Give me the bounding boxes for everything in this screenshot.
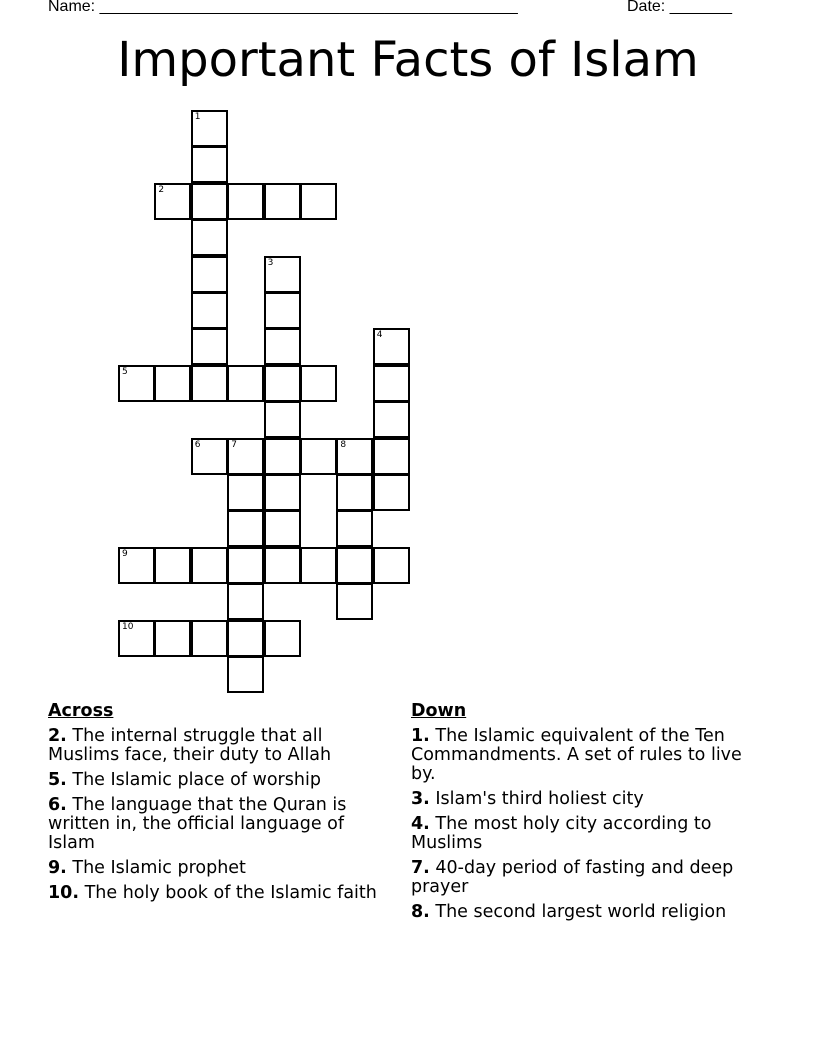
clue-text: The most holy city according to Muslims [411,814,712,853]
grid-cell[interactable] [118,547,155,584]
across-clue [48,727,388,765]
clue-number-label: 1 [194,112,201,122]
across-clue [48,771,388,790]
grid-cell[interactable] [336,438,373,475]
grid-cell[interactable] [300,365,337,402]
grid-cell[interactable] [227,547,264,584]
grid-cell[interactable] [336,474,373,511]
grid-cell[interactable] [264,365,301,402]
clue-number-label: 7 [231,439,237,450]
clue-number: 5. [48,770,67,790]
grid-cell[interactable] [264,183,301,220]
down-clue [411,815,771,853]
clue-number: 4. [411,814,430,834]
grid-cell[interactable] [227,620,264,657]
clue-text: The Islamic equivalent of the Ten Commandments. A set of rules to live by. [411,726,742,784]
clue-number-label: 10 [122,621,134,632]
grid-cell[interactable] [336,547,373,584]
clue-number: 10. [48,883,80,903]
across-heading: Across [48,701,114,721]
grid-cell[interactable] [264,510,301,547]
grid-cell[interactable] [191,146,228,183]
grid-cell[interactable] [227,438,264,475]
grid-cell[interactable] [264,292,301,329]
clue-text: The internal struggle that all Muslims face, their duty to Allah [48,726,332,765]
grid-cell[interactable] [191,620,228,657]
page-title: Important Facts of Islam [117,32,699,88]
date-field-label: Date: _______ [627,0,732,15]
across-clues [48,702,388,909]
grid-cell[interactable] [154,547,191,584]
grid-cell[interactable] [300,547,337,584]
grid-cell[interactable] [264,401,301,438]
grid-cell[interactable] [227,656,264,693]
clue-text: 40-day period of fasting and deep prayer [411,858,734,897]
grid-cell[interactable] [154,365,191,402]
clue-text: The holy book of the Islamic faith [79,883,377,903]
grid-cell[interactable] [264,328,301,365]
clue-number: 3. [411,789,430,809]
clue-number-label: 4 [376,330,383,341]
across-clue [48,796,388,853]
clue-number: 6. [48,795,67,815]
grid-cell[interactable] [227,474,264,511]
grid-cell[interactable] [191,256,228,293]
grid-cell[interactable] [264,474,301,511]
down-clue [411,859,771,897]
grid-cell[interactable] [118,365,155,402]
grid-cell[interactable] [373,401,410,438]
clue-number: 9. [48,858,67,878]
grid-cell[interactable] [118,620,155,657]
grid-cell[interactable] [373,547,410,584]
grid-cell[interactable] [191,365,228,402]
grid-cell[interactable] [373,365,410,402]
grid-cell[interactable] [373,328,410,365]
across-clue [48,884,388,903]
clue-number: 1. [411,726,430,746]
grid-cell[interactable] [191,219,228,256]
down-clues [411,702,771,928]
clue-text: Islam's third holiest city [429,789,644,809]
clue-number-label: 2 [158,184,165,195]
clue-number: 7. [411,858,430,878]
clue-text: The language that the Quran is written in, the official language of Islam [48,795,347,853]
grid-cell[interactable] [264,256,301,293]
name-field-label: Name: _______________________________________________ [48,0,518,15]
down-clue [411,903,771,922]
grid-cell[interactable] [300,438,337,475]
down-clue [411,727,771,784]
clue-text: The Islamic prophet [66,858,246,878]
clue-number: 8. [411,902,430,922]
grid-cell[interactable] [227,510,264,547]
grid-cell[interactable] [336,583,373,620]
clue-number-label: 5 [122,366,128,377]
down-clue [411,790,771,809]
clue-text: The second largest world religion [429,902,727,922]
grid-cell[interactable] [264,438,301,475]
grid-cell[interactable] [191,183,228,220]
grid-cell[interactable] [191,292,228,329]
clue-number: 2. [48,726,67,746]
grid-cell[interactable] [191,547,228,584]
clue-number-label: 8 [340,439,347,450]
clue-number-label: 9 [122,548,128,559]
grid-cell[interactable] [191,110,228,147]
grid-cell[interactable] [264,620,301,657]
grid-cell[interactable] [336,510,373,547]
grid-cell[interactable] [300,183,337,220]
across-clue [48,859,388,878]
grid-cell[interactable] [191,438,228,475]
grid-cell[interactable] [154,183,191,220]
grid-cell[interactable] [373,474,410,511]
clue-number-label: 3 [267,257,274,268]
grid-cell[interactable] [227,183,264,220]
down-heading: Down [411,701,467,721]
clue-text: The Islamic place of worship [66,770,321,790]
grid-cell[interactable] [154,620,191,657]
grid-cell[interactable] [227,365,264,402]
clue-number-label: 6 [194,439,201,450]
grid-cell[interactable] [227,583,264,620]
grid-cell[interactable] [373,438,410,475]
grid-cell[interactable] [191,328,228,365]
grid-cell[interactable] [264,547,301,584]
